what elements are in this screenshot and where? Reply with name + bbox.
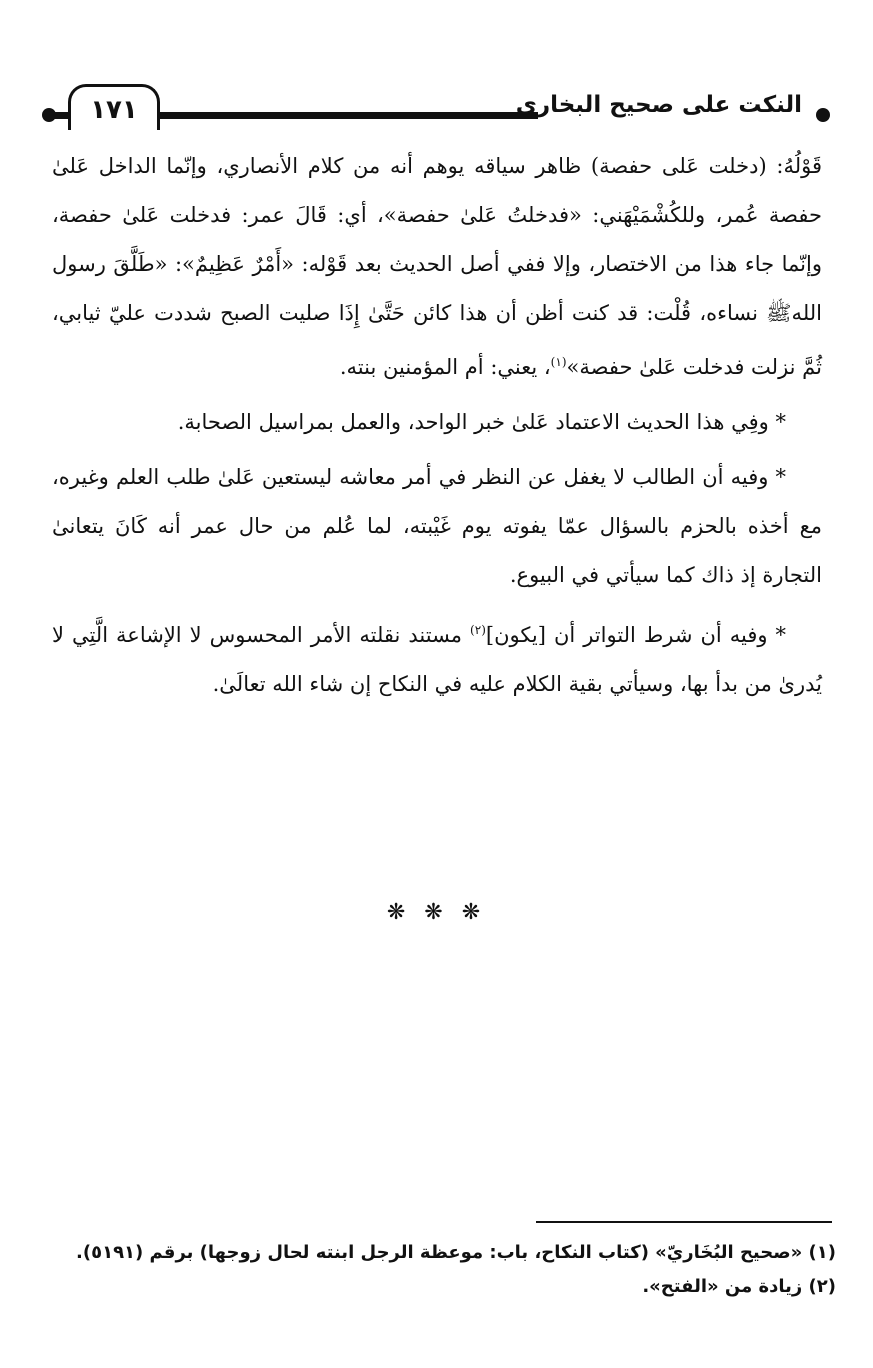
footnote-ref-2: (٢) bbox=[470, 623, 486, 637]
main-text bbox=[52, 142, 822, 715]
page-number: ١٧١ bbox=[68, 84, 160, 130]
footnote-2: (٢) زيادة من «الفتح». bbox=[642, 1276, 836, 1297]
section-separator: ❋ ❋ ❋ bbox=[386, 900, 487, 925]
ornament-dot-right bbox=[816, 108, 830, 122]
running-title: النكت على صحيح البخاري bbox=[515, 92, 802, 118]
header-rule-middle bbox=[158, 112, 538, 119]
paragraph-1: قَوْلُهُ: (دخلت عَلى حفصة) ظاهر سياقه يوهم أنه من كلام الأنصاري، وإنّما الداخل عَلىٰ حفصة عُمر، وللكُشْمَيْهَني: «فدخلتُ عَلىٰ حفصة»، أي: قَالَ عمر: فدخلت عَلىٰ حفصة، وإنّما جاء هذا من الاختصار، وإلا ففي أصل الحديث بعد قَوْله: «أَمْرٌ عَظِيمٌ»: «طَلَّقَ رسول اللهﷺ نساءه، قُلْت: قد كنت أظن أن هذا كائن حَتَّىٰ إِذَا صليت الصبح شددت عليّ ثيابي، ثُمَّ نزلت فدخلت عَلىٰ حفصة»$^{(١)}$، يعني: أم المؤمنين بنته. bbox=[52, 154, 822, 379]
footnote-rule bbox=[536, 1221, 832, 1223]
footnotes bbox=[52, 1236, 836, 1304]
page-header bbox=[40, 78, 830, 138]
header-rule-left bbox=[54, 112, 68, 119]
paragraph-4: * وفيه أن شرط التواتر أن [يكون]$^{(٢)}$ مستند نقلته الأمر المحسوس لا الإشاعة الَّتِي لا يُدرىٰ من بدأ بها، وسيأتي بقية الكلام عليه في النكاح إن شاء الله تعالَىٰ. bbox=[52, 623, 822, 696]
paragraph-3: * وفيه أن الطالب لا يغفل عن النظر في أمر معاشه ليستعين عَلىٰ طلب العلم وغيره، مع أخذه بالحزم بالسؤال عمّا يفوته يوم غَيْبته، لما عُلم من حال عمر أنه كَانَ يتعانىٰ التجارة إذ ذاك كما سيأتي في البيوع. bbox=[52, 465, 822, 587]
footnote-ref-1: (١) bbox=[550, 355, 567, 369]
footnote-1: (١) «صحيح البُخَاريّ» (كتاب النكاح، باب: موعظة الرجل ابنته لحال زوجها) برقم (٥١٩١). bbox=[76, 1242, 836, 1263]
paragraph-2: * وفِي هذا الحديث الاعتماد عَلىٰ خبر الواحد، والعمل بمراسيل الصحابة. bbox=[177, 410, 786, 434]
